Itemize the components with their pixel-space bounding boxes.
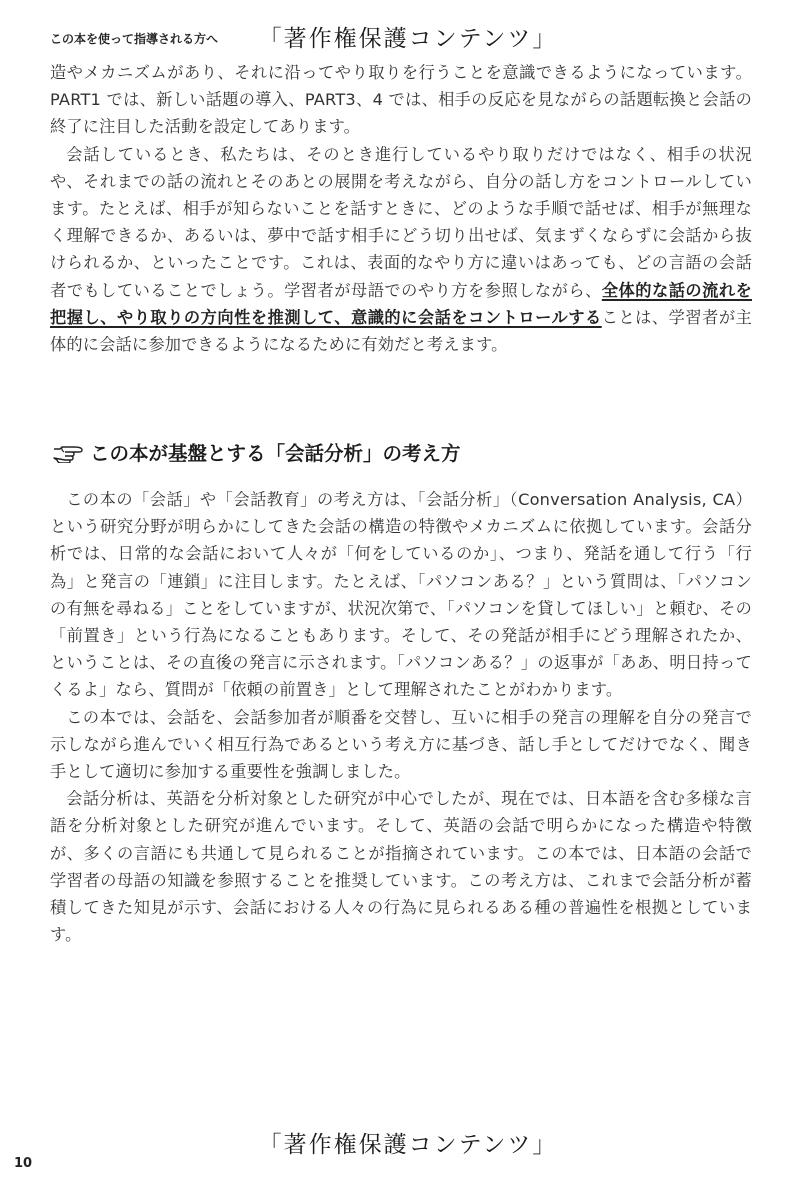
section-paragraph-3: 会話分析は、英語を分析対象とした研究が中心でしたが、現在では、日本語を含む多様な言語を分析対象とした研究が進んでいます。そして、英語の会話で明らかになった構造や特徴が、多くの言語にも共通して見られることが指摘されています。この本では、日本語の会話で学習者の母語の知識を参照することを推奨しています。この考え方は、これまで会話分析が蓄積してきた知見が示す、会話における人々の行為に見られるある種の普遍性を根拠としています。: [50, 789, 752, 945]
section-title: この本が基盤とする「会話分析」の考え方: [90, 442, 461, 465]
section-paragraph-1: この本の「会話」や「会話教育」の考え方は、「会話分析」（Conversation Analysis, CA）という研究分野が明らかにしてきた会話の構造の特徴やメカニズムに依拠しています。会話分析では、日常的な会話において人々が「何をしているのか」、つまり、発話を通して行う「行為」と発言の「連鎖」に注目します。たとえば、「パソコンある？」という質問は、「パソコンの有無を尋ねる」ことをしていますが、状況次第で、「パソコンを貸してほしい」と頼む、その「前置き」という行為になることもあります。そして、その発話が相手にどう理解されたか、ということは、その直後の発言に示されます。「パソコンある？」の返事が「ああ、明日持ってくるよ」なら、質問が「依頼の前置き」として理解されたことがわかります。: [50, 490, 752, 700]
emphasized-phrase: 全体的な話の流れを把握し、やり取りの方向性を推測して、意識的に会話をコントロールする: [50, 280, 752, 327]
intro-paragraph-2: [50, 141, 752, 359]
intro-paragraph-2-end: ことは、学習者が主体的に会話に参加できるようになるために有効だと考えます。: [50, 307, 752, 355]
page-number: 10: [14, 1156, 33, 1171]
watermark-bottom: 「著作権保護コンテンツ」: [258, 1132, 558, 1158]
intro-paragraph-1: 造やメカニズムがあり、それに沿ってやり取りを行うことを意識できるようになっています。PART1 では、新しい話題の導入、PART3、4 では、相手の反応を見ながらの話題転換と会話の終了に注目した活動を設定してあります。: [50, 63, 752, 137]
intro-text: [50, 59, 752, 358]
running-head: この本を使って指導される方へ: [50, 32, 219, 46]
pointing-hand-icon: [52, 441, 84, 463]
intro-paragraph-2-start: 会話しているとき、私たちは、そのとき進行しているやり取りだけではなく、相手の状況や、それまでの話の流れとそのあとの展開を考えながら、自分の話し方をコントロールしています。たとえば、相手が知らないことを話すときに、どのような手順で話せば、相手が無理なく理解できるか、あるいは、夢中で話す相手にどう切り出せば、気まずくならずに会話から抜けられるか、といったことです。これは、表面的なやり方に違いはあっても、どの言語の会話者でもしていることでしょう。学習者が母語でのやり方を参照しながら、: [50, 144, 752, 300]
watermark-top: 「著作権保護コンテンツ」: [258, 26, 558, 52]
section-heading: [52, 438, 461, 466]
section-paragraph-2: この本では、会話を、会話参加者が順番を交替し、互いに相手の発言の理解を自分の発言で示しながら進んでいく相互行為であるという考え方に基づき、話し手としてだけでなく、聞き手として適切に参加する重要性を強調しました。: [50, 707, 752, 782]
section-text: [50, 486, 752, 948]
